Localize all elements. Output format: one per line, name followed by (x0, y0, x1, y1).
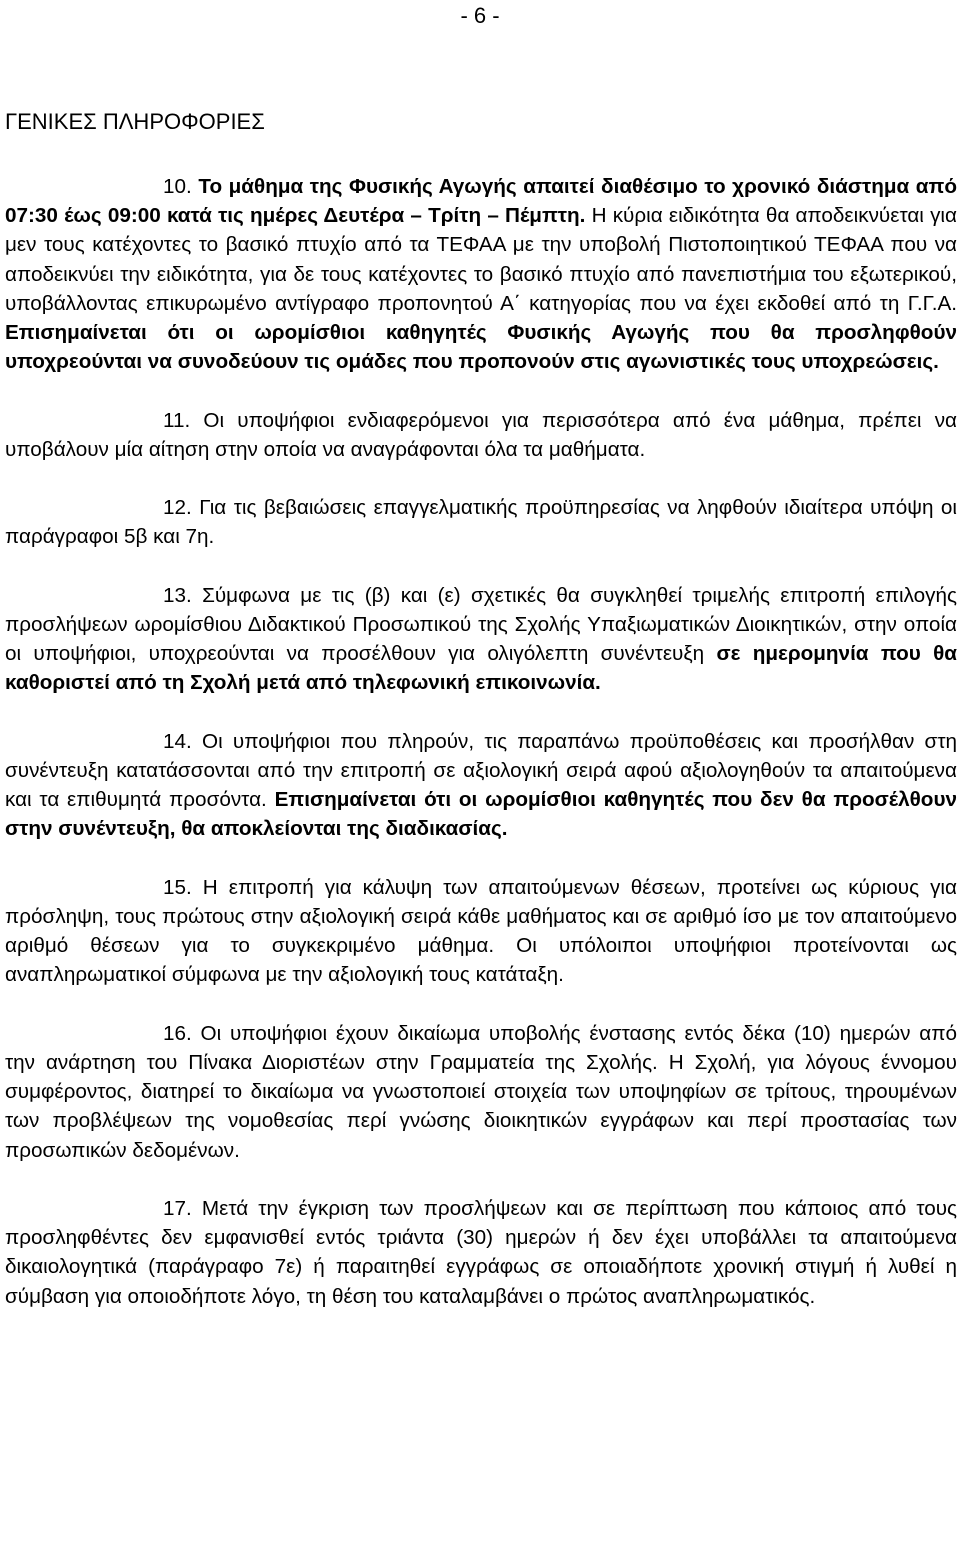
paragraph-17 (5, 1194, 957, 1311)
paragraph-text: Μετά την έγκριση των προσλήψεων και σε περίπτωση που κάποιος από τους προσληφθέντες δεν εμφανισθεί εντός τριάντα (30) ημερών ή δεν έχει υποβάλλει τα απαιτούμενα δικαιολογητικά (παράγραφο 7ε) ή παραιτηθεί εγγράφως σε οποιαδήποτε χρονική στιγμή ή λυθεί η σύμβαση για οποιοδήποτε λόγο, τη θέση του καταλαμβάνει ο πρώτος αναπληρωματικός. (5, 1197, 957, 1308)
item-number: 15. (163, 875, 192, 899)
paragraph-text: Για τις βεβαιώσεις επαγγελματικής προϋπηρεσίας να ληφθούν ιδιαίτερα υπόψη οι παράγραφοι 5β και 7η. (5, 496, 957, 549)
paragraph-text: Οι υποψήφιοι που πληρούν, τις παραπάνω προϋποθέσεις και προσήλθαν στη συνέντευξη κατατάσσονται από την επιτροπή σε αξιολογική σειρά αφού αξιολογηθούν τα απαιτούμενα και τα επιθυμητά προσόντα. (5, 729, 958, 812)
paragraph-11 (5, 406, 957, 464)
item-number: 11. (163, 408, 191, 432)
paragraph-10 (5, 172, 957, 376)
bold-emphasis: Επισημαίνεται ότι οι ωρομίσθιοι καθηγητές Φυσικής Αγωγής που θα προσληφθούν υποχρεούνται να συνοδεύουν τις ομάδες που προπονούν στις αγωνιστικές τους υποχρεώσεις. (5, 321, 957, 374)
bold-emphasis: σε ημερομηνία που θα καθοριστεί από τη Σχολή μετά από τηλεφωνική επικοινωνία. (5, 642, 957, 695)
page-number: - 6 - (460, 3, 500, 28)
paragraph-text: Σύμφωνα με τις (β) και (ε) σχετικές θα συγκληθεί τριμελής επιτροπή επιλογής προσλήψεων ωρομίσθιου Διδακτικού Προσωπικού της Σχολής Υπαξιωματικών Διοικητικών, στην οποία οι υποψήφιοι, υποχρεούνται να προσέλθουν για ολιγόλεπτη συνέντευξη (5, 583, 958, 666)
paragraph-text: Οι υποψήφιοι ενδιαφερόμενοι για περισσότερα από ένα μάθημα, πρέπει να υποβάλουν μία αίτηση στην οποία να αναγράφονται όλα τα μαθήματα. (5, 408, 957, 461)
paragraph-text: Η κύρια ειδικότητα θα αποδεικνύεται για μεν τους κατέχοντες το βασικό πτυχίο από τα ΤΕΦΑΑ με την υποβολή Πιστοποιητικού ΤΕΦΑΑ που να αποδεικνύει την ειδικότητα, για δε τους κατέχοντες το βασικό πτυχίο από πανεπιστήμια του εξωτερικού, υποβάλλοντας επικυρωμένο αντίγραφο προπονητού Α΄ κατηγορίας που να έχει εκδοθεί από τη Γ.Γ.Α. (5, 204, 957, 315)
document-body (5, 172, 957, 1340)
bold-emphasis: Επισημαίνεται ότι οι ωρομίσθιοι καθηγητές που δεν θα προσέλθουν στην συνέντευξη, θα αποκλείονται της διαδικασίας. (5, 788, 957, 841)
item-number: 13. (163, 583, 192, 607)
item-number: 12. (163, 496, 192, 520)
paragraph-text: Η επιτροπή για κάλυψη των απαιτούμενων θέσεων, προτείνει ως κύριους για πρόσληψη, τους πρώτους στην αξιολογική σειρά κάθε μαθήματος και σε αριθμό ίσο με τον απαιτούμενο αριθμό θέσεων για το συγκεκριμένο μάθημα. Οι υπόλοιποι υποψήφιοι προτείνονται ως αναπληρωματικοί σύμφωνα με την αξιολογική τους κατάταξη. (5, 875, 957, 987)
paragraph-16 (5, 1019, 957, 1165)
item-number: 16. (163, 1021, 192, 1045)
item-number: 14. (163, 729, 192, 753)
section-title: ΓΕΝΙΚΕΣ ΠΛΗΡΟΦΟΡΙΕΣ (5, 109, 265, 134)
paragraph-14 (5, 727, 957, 844)
paragraph-15 (5, 873, 957, 990)
paragraph-13 (5, 581, 957, 698)
bold-lead: Το μάθημα της Φυσικής Αγωγής απαιτεί διαθέσιμο το χρονικό διάστημα από 07:30 έως 09:00 κατά τις ημέρες Δευτέρα – Τρίτη – Πέμπτη. (5, 175, 957, 228)
item-number: 10. (163, 175, 192, 198)
paragraph-text: Οι υποψήφιοι έχουν δικαίωμα υποβολής ένστασης εντός δέκα (10) ημερών από την ανάρτηση του Πίνακα Διοριστέων στην Γραμματεία της Σχολής. Η Σχολή, για λόγους έννομου συμφέροντος, διατηρεί το δικαίωμα να γνωστοποιεί στοιχεία των υποψηφίων σε τρίτους, τηρουμένων των προβλέψεων της νομοθεσίας περί γνώσης διοικητικών εγγράφων και περί προστασίας των προσωπικών δεδομένων. (5, 1021, 957, 1162)
paragraph-12 (5, 493, 957, 551)
item-number: 17. (163, 1197, 192, 1220)
